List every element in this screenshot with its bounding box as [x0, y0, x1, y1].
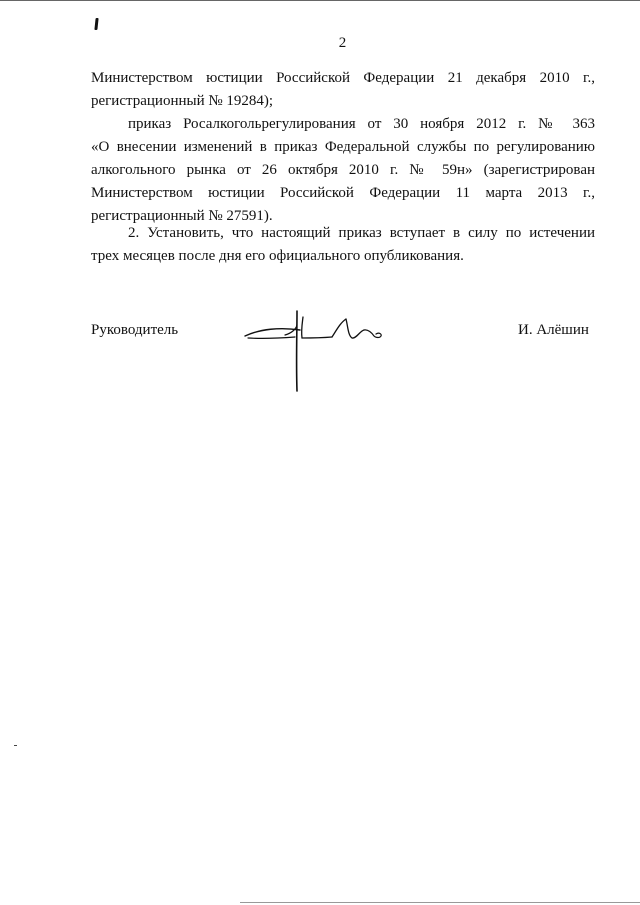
text-line: Министерством юстиции Российской Федерации 11 марта 2013 г., — [91, 185, 595, 201]
scan-edge-line-bottom — [240, 902, 640, 903]
text-line: регистрационный № 19284); — [91, 93, 274, 109]
handwritten-signature — [240, 305, 390, 395]
scan-edge-line — [0, 0, 640, 1]
signatory-name: И. Алёшин — [518, 322, 589, 338]
text-line: «О внесении изменений в приказ Федеральной службы по регулированию — [91, 139, 595, 155]
scan-dot — [14, 745, 17, 746]
paragraph-2 — [91, 113, 595, 228]
text-line: Министерством юстиции Российской Федерации 21 декабря 2010 г., — [91, 70, 595, 86]
page-number: 2 — [338, 35, 347, 51]
paragraph-1 — [91, 67, 595, 113]
paragraph-3 — [91, 222, 595, 268]
text-line: приказ Росалкогольрегулирования от 30 ноября 2012 г. № 363 — [128, 116, 595, 132]
text-line: регистрационный № 27591). — [91, 208, 273, 224]
signatory-title: Руководитель — [91, 322, 179, 338]
text-line: алкогольного рынка от 26 октября 2010 г. № 59н» (зарегистрирован — [91, 162, 595, 178]
scan-mark — [94, 18, 98, 30]
text-line: 2. Установить, что настоящий приказ вступает в силу по истечении — [128, 225, 595, 241]
text-line: трех месяцев после дня его официального опубликования. — [91, 248, 464, 264]
